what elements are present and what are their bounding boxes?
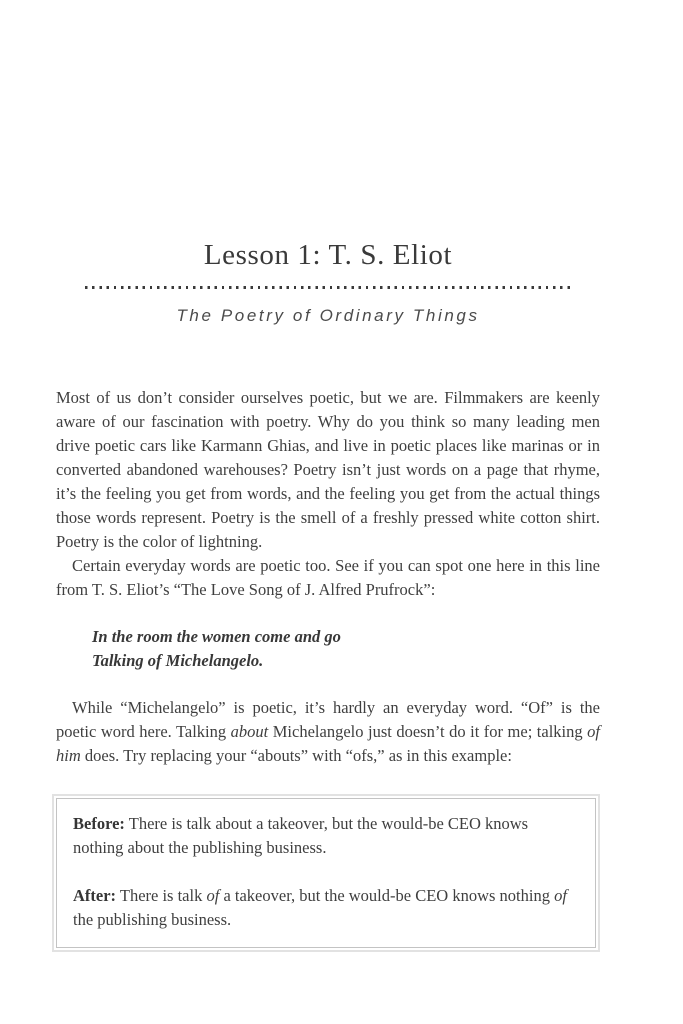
before-example	[73, 812, 579, 860]
paragraph-analysis	[56, 696, 600, 768]
analysis-text-2: Michelangelo just doesn’t do it for me; talking	[268, 722, 588, 741]
after-italic-of-1: of	[206, 886, 220, 905]
after-text-1: There is talk	[116, 886, 207, 905]
after-text-2: a takeover, but the would-be CEO knows nothing	[219, 886, 555, 905]
analysis-text-3: does. Try replacing your “abouts” with “ofs,” as in this example:	[80, 746, 512, 765]
paragraph-intro-2: Certain everyday words are poetic too. See if you can spot one here in this line from T. S. Eliot’s “The Love Song of J. Alfred Prufrock”:	[56, 556, 600, 599]
lesson-title: Lesson 1: T. S. Eliot	[203, 239, 453, 271]
analysis-italic-of-him: of him	[56, 722, 600, 765]
poem-line-2: Talking of Michelangelo.	[92, 651, 264, 670]
poem-quote	[92, 625, 600, 673]
lesson-body	[56, 386, 600, 948]
after-example	[73, 884, 579, 932]
dotted-divider	[85, 286, 571, 289]
paragraph-intro-1: Most of us don’t consider ourselves poetic, but we are. Filmmakers are keenly aware of our fascination with poetry. Why do you think so many leading men drive poetic cars like Karmann Ghias, and live in poetic places like marinas or in converted abandoned warehouses? Poetry isn’t just words on a page that rhyme, it’s the feeling you get from words, and the feeling you get from the actual things those words represent. Poetry is the smell of a freshly pressed white cotton shirt. Poetry is the color of lightning.	[56, 388, 600, 551]
before-label: Before:	[73, 814, 125, 833]
analysis-text-1: While “Michelangelo” is poetic, it’s hardly an everyday word. “Of” is the poetic word here. Talking	[56, 698, 600, 741]
poem-line-1: In the room the women come and go	[92, 627, 341, 646]
before-text: There is talk about a takeover, but the would-be CEO knows nothing about the publishing business.	[73, 814, 529, 857]
lesson-header	[56, 238, 600, 328]
after-italic-of-2: of	[554, 886, 567, 905]
after-label: After:	[73, 886, 117, 905]
example-box	[56, 798, 596, 948]
after-text-3: the publishing business.	[73, 910, 232, 929]
lesson-subtitle: The Poetry of Ordinary Things	[176, 306, 480, 325]
analysis-italic-about: about	[230, 722, 269, 741]
